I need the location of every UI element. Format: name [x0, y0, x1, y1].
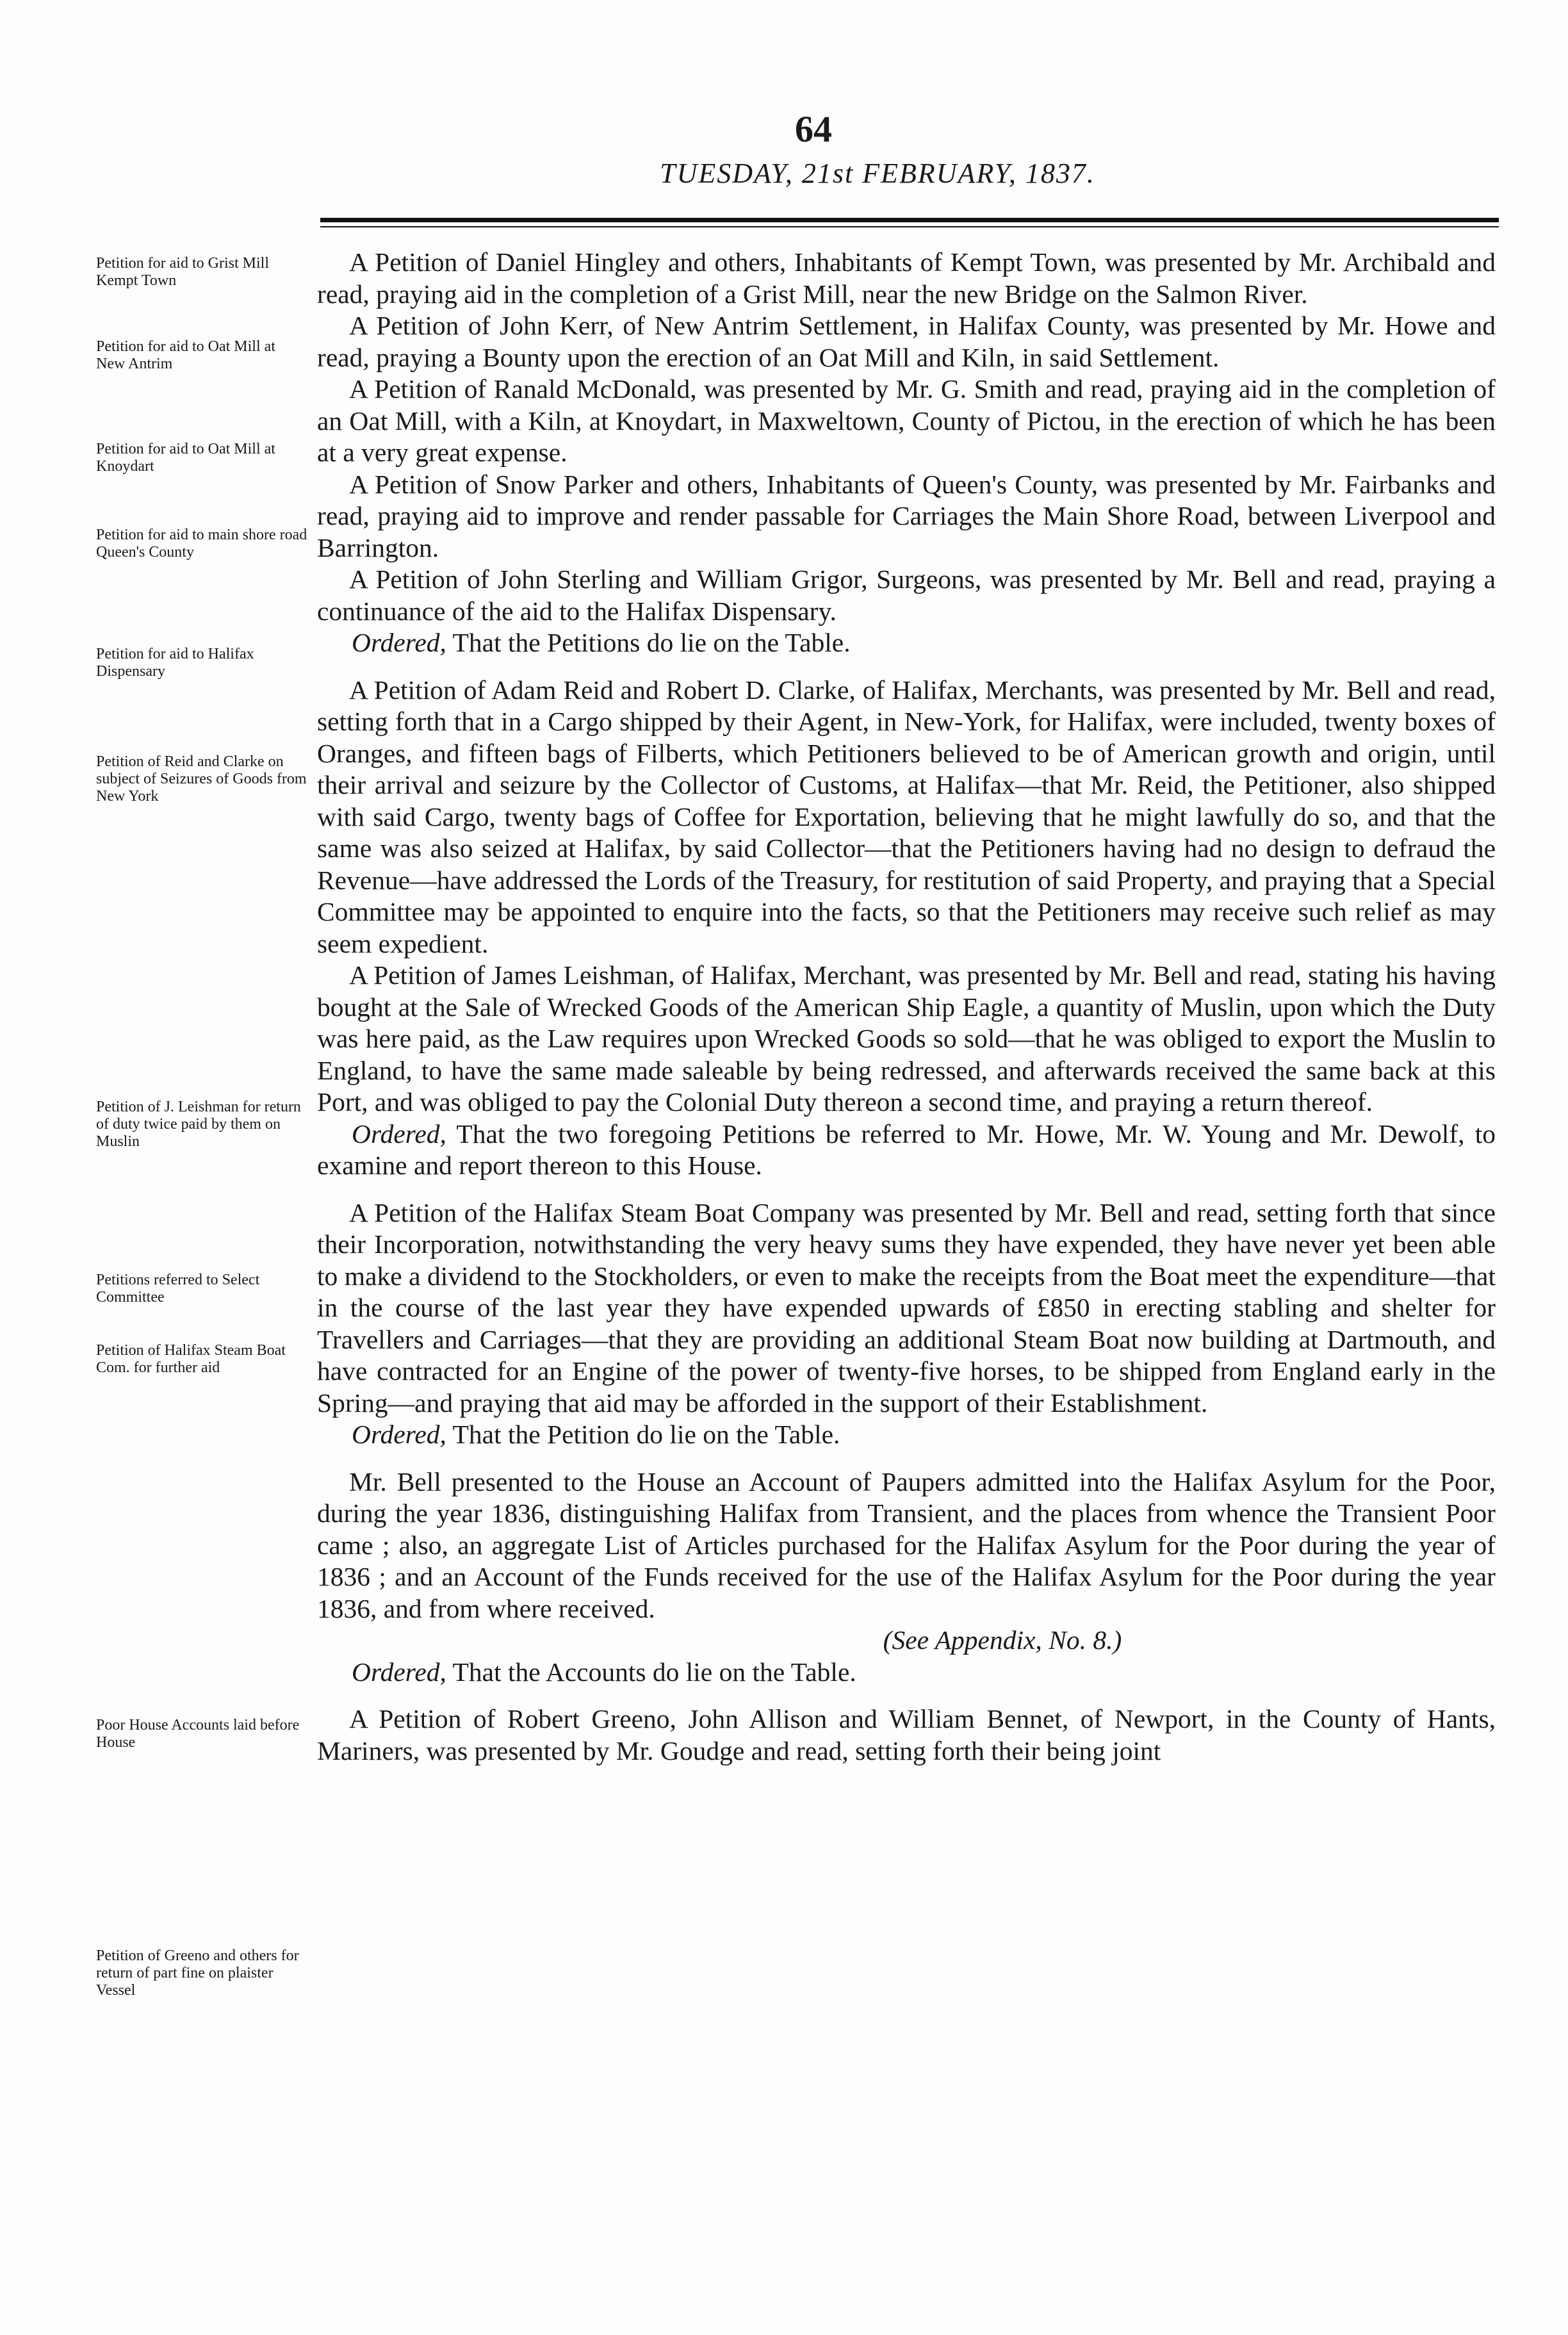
- margin-note-dispensary: Petition for aid to Halifax Dispensary: [96, 646, 254, 680]
- order-label: Ordered,: [352, 628, 446, 657]
- order-text: That the Petition do lie on the Table.: [452, 1420, 840, 1449]
- header-rule-thin: [320, 226, 1499, 227]
- order-label: Ordered,: [352, 1420, 446, 1449]
- order-text: That the two foregoing Petitions be referred to Mr. Howe, Mr. W. Young and Mr. Dewolf, to examine and report thereon to this House.: [317, 1118, 1496, 1180]
- order-referred: [317, 1118, 1496, 1182]
- margin-note-poor-house: Poor House Accounts laid before House: [96, 1717, 300, 1751]
- order-accounts-table: [317, 1657, 1496, 1689]
- margin-note-steam-boat: Petition of Halifax Steam Boat Com. for further aid: [96, 1342, 286, 1376]
- margin-note-leishman: Petition of J. Leishman for return of duty twice paid by them on Muslin: [96, 1099, 301, 1150]
- order-petitions-table: [317, 627, 1496, 659]
- order-label: Ordered,: [352, 1657, 446, 1687]
- margin-note-queens-county: Petition for aid to main shore road Queen's County: [96, 527, 307, 561]
- paragraph-kerr: A Petition of John Kerr, of New Antrim Settlement, in Halifax County, was presented by Mr. Howe and read, praying a Bounty upon the erection of an Oat Mill and Kiln, in said Settlement.: [317, 311, 1496, 372]
- margin-note-greeno: Petition of Greeno and others for return of part fine on plaister Vessel: [96, 1947, 299, 1999]
- journal-body: [317, 247, 1496, 1767]
- paragraph-leishman: A Petition of James Leishman, of Halifax, Merchant, was presented by Mr. Bell and read, stating his having bought at the Sale of Wrecked Goods of the American Ship Eagle, a quantity of Muslin, upon which the Duty was here paid, as the Law requires upon Wrecked Goods so sold—that he was obliged to export the Muslin to England, to have the same made saleable by being redressed, and afterwards received the same back at this Port, and was obliged to pay the Colonial Duty thereon a second time, and praying a return thereof.: [317, 960, 1496, 1117]
- margin-note-new-antrim: Petition for aid to Oat Mill at New Antrim: [96, 338, 275, 372]
- order-text: That the Accounts do lie on the Table.: [452, 1657, 856, 1687]
- margin-note-reid-clarke: Petition of Reid and Clarke on subject of Seizures of Goods from New York: [96, 753, 307, 805]
- page-number: 64: [795, 108, 832, 150]
- appendix-reference-text: (See Appendix, No. 8.): [883, 1625, 1122, 1655]
- margin-note-kempt-town: Petition for aid to Grist Mill Kempt Town: [96, 255, 269, 289]
- paragraph-parker: A Petition of Snow Parker and others, Inhabitants of Queen's County, was presented by Mr. Fairbanks and read, praying aid to improve and render passable for Carriages the Main Shore Road, between Liverpool and Barrington.: [317, 469, 1496, 562]
- header-rule-thick: [320, 218, 1499, 222]
- paragraph-poor-accounts: Mr. Bell presented to the House an Account of Paupers admitted into the Halifax Asylum for the Poor, during the year 1836, distinguishing Halifax from Transient, and the places from whence the Transient Poor came ; also, an aggregate List of Articles purchased for the Halifax Asylum for the Poor during the year of 1836 ; and an Account of the Funds received for the use of the Halifax Asylum for the Poor during the year 1836, and from where received.: [317, 1466, 1496, 1623]
- paragraph-sterling-grigor: A Petition of John Sterling and William Grigor, Surgeons, was presented by Mr. Bell and read, praying a continuance of the aid to the Halifax Dispensary.: [317, 564, 1496, 626]
- paragraph-steam-boat: A Petition of the Halifax Steam Boat Company was presented by Mr. Bell and read, setting forth that since their Incorporation, notwithstanding the very heavy sums they have expended, they have never yet been able to make a dividend to the Stockholders, or even to make the receipts from the Boat meet the expenditure—that in the course of the last year they have expended upwards of £850 in erecting stabling and shelter for Travellers and Carriages—that they are providing an additional Steam Boat now building at Dartmouth, and have contracted for an Engine of the power of twenty-five horses, to be shipped from England early in the Spring—and praying that aid may be afforded in the support of their Establishment.: [317, 1197, 1496, 1418]
- date-line: TUESDAY, 21st FEBRUARY, 1837.: [660, 158, 1095, 189]
- margin-note-knoydart: Petition for aid to Oat Mill at Knoydart: [96, 441, 275, 475]
- order-label: Ordered,: [352, 1118, 446, 1149]
- paragraph-greeno: A Petition of Robert Greeno, John Allison and William Bennet, of Newport, in the County of Hants, Mariners, was presented by Mr. Goudge and read, setting forth their being joint: [317, 1704, 1496, 1766]
- paragraph-reid-clarke: A Petition of Adam Reid and Robert D. Clarke, of Halifax, Merchants, was presented by Mr. Bell and read, setting forth that in a Cargo shipped by their Agent, in New-York, for Halifax, were included, twenty boxes of Oranges, and fifteen bags of Filberts, which Petitioners believed to be of American growth and origin, until their arrival and seizure by the Collector of Customs, at Halifax—that Mr. Reid, the Petitioner, also shipped with said Cargo, twenty bags of Coffee for Exportation, believing that he might lawfully do so, and that the same was also seized at Halifax, by said Collector—that the Petitioners having had no design to defraud the Revenue—have addressed the Lords of the Treasury, for restitution of said Property, and praying that a Special Committee may be appointed to enquire into the facts, so that the Petitioners may receive such relief as may seem expedient.: [317, 675, 1496, 958]
- margin-note-select-committee: Petitions referred to Select Committee: [96, 1272, 260, 1306]
- paragraph-hingley: A Petition of Daniel Hingley and others, Inhabitants of Kempt Town, was presented by Mr. Archibald and read, praying aid in the completion of a Grist Mill, near the new Bridge on the Salmon River.: [317, 247, 1496, 309]
- order-text: That the Petitions do lie on the Table.: [452, 628, 851, 657]
- paragraph-mcdonald: A Petition of Ranald McDonald, was presented by Mr. G. Smith and read, praying aid in the completion of an Oat Mill, with a Kiln, at Knoydart, in Maxweltown, County of Pictou, in the erection of which he has been at a very great expense.: [317, 374, 1496, 467]
- appendix-reference: [317, 1625, 1496, 1657]
- order-petition-table: [317, 1419, 1496, 1451]
